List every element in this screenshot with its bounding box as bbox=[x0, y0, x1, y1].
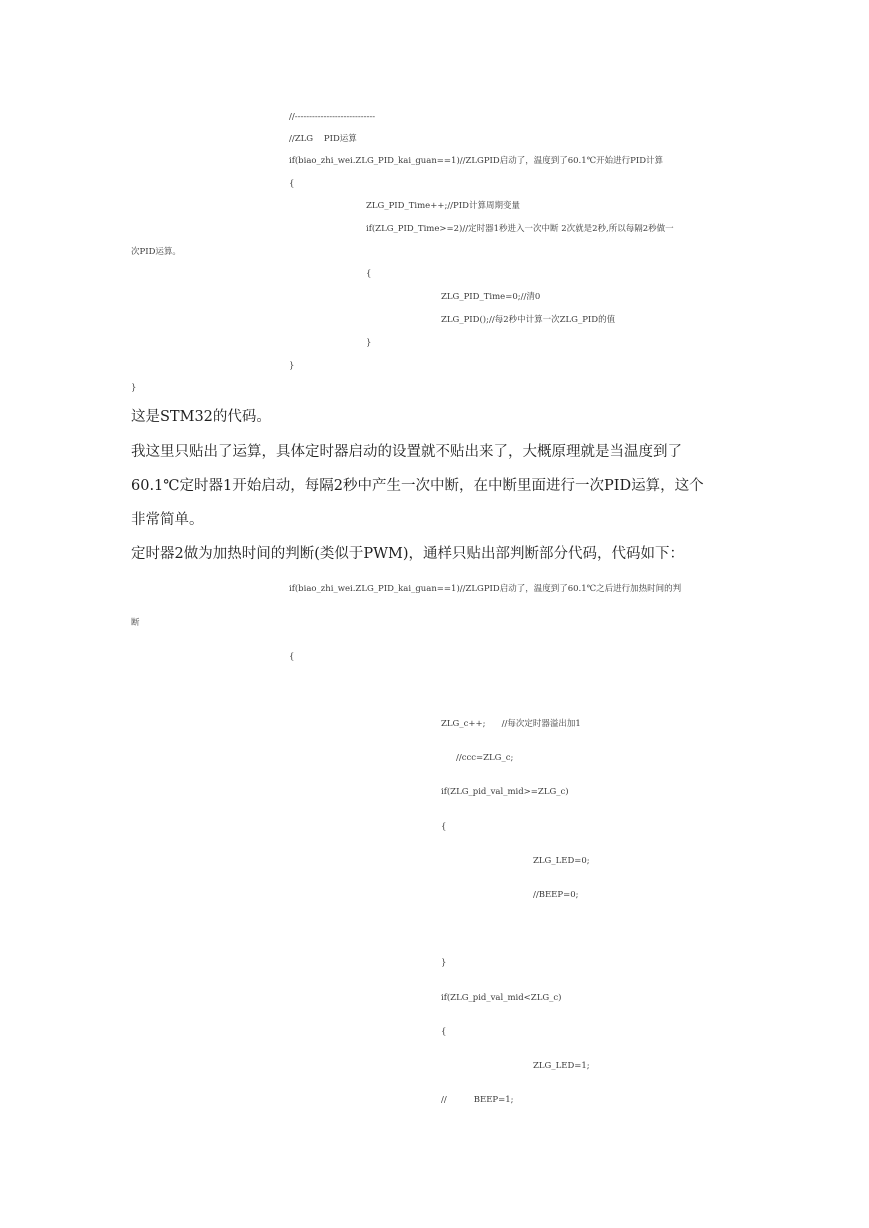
code-separator: //---------------------------- bbox=[289, 112, 376, 122]
code-brace: } bbox=[289, 361, 295, 371]
code-counter-increment: ZLG_c++; //每次定时器溢出加1 bbox=[441, 719, 581, 729]
paragraph: 60.1℃定时器1开始启动，每隔2秒中产生一次中断，在中断里面进行一次PID运算，这个 bbox=[131, 478, 704, 494]
code-if-ge: if(ZLG_pid_val_mid>=ZLG_c) bbox=[441, 787, 569, 797]
code-brace: { bbox=[441, 1027, 447, 1037]
code-beep-comment: //BEEP=0; bbox=[533, 890, 579, 900]
code-if-pid-heat: if(biao_zhi_wei.ZLG_PID_kai_guan==1)//ZLGPID启动了，温度到了60.1℃之后进行加热时间的判 bbox=[289, 584, 682, 594]
code-brace: } bbox=[131, 383, 137, 393]
code-comment-ccc: //ccc=ZLG_c; bbox=[456, 753, 514, 763]
code-if-time: if(ZLG_PID_Time>=2)//定时器1秒进入一次中断 2次就是2秒,所以每隔2秒做一 bbox=[366, 224, 674, 234]
code-led-off: ZLG_LED=0; bbox=[533, 856, 590, 866]
paragraph: 我这里只贴出了运算，具体定时器启动的设置就不贴出来了，大概原理就是当温度到了 bbox=[131, 444, 682, 460]
code-brace: } bbox=[366, 338, 372, 348]
code-call-pid: ZLG_PID();//每2秒中计算一次ZLG_PID的值 bbox=[441, 315, 616, 325]
paragraph: 定时器2做为加热时间的判断(类似于PWM)，通样只贴出部判断部分代码，代码如下： bbox=[131, 546, 685, 562]
code-if-time-continued: 次PID运算。 bbox=[131, 247, 181, 257]
code-brace: { bbox=[289, 652, 295, 662]
code-comment-title: //ZLG PID运算 bbox=[289, 134, 357, 144]
code-reset-time: ZLG_PID_Time=0;//清0 bbox=[441, 292, 541, 302]
code-brace: } bbox=[441, 958, 447, 968]
code-if-pid-heat-continued: 断 bbox=[131, 618, 140, 628]
code-brace: { bbox=[366, 269, 372, 279]
code-time-increment: ZLG_PID_Time++;//PID计算周期变量 bbox=[366, 201, 520, 211]
code-brace: { bbox=[289, 179, 295, 189]
paragraph: 非常简单。 bbox=[131, 512, 204, 528]
code-if-lt: if(ZLG_pid_val_mid<ZLG_c) bbox=[441, 993, 562, 1003]
code-led-on: ZLG_LED=1; bbox=[533, 1061, 590, 1071]
paragraph: 这是STM32的代码。 bbox=[131, 409, 271, 425]
code-brace: { bbox=[441, 822, 447, 832]
code-beep-comment: // BEEP=1; bbox=[441, 1095, 514, 1105]
code-if-pid-start: if(biao_zhi_wei.ZLG_PID_kai_guan==1)//ZLGPID启动了，温度到了60.1℃开始进行PID计算 bbox=[289, 156, 664, 166]
